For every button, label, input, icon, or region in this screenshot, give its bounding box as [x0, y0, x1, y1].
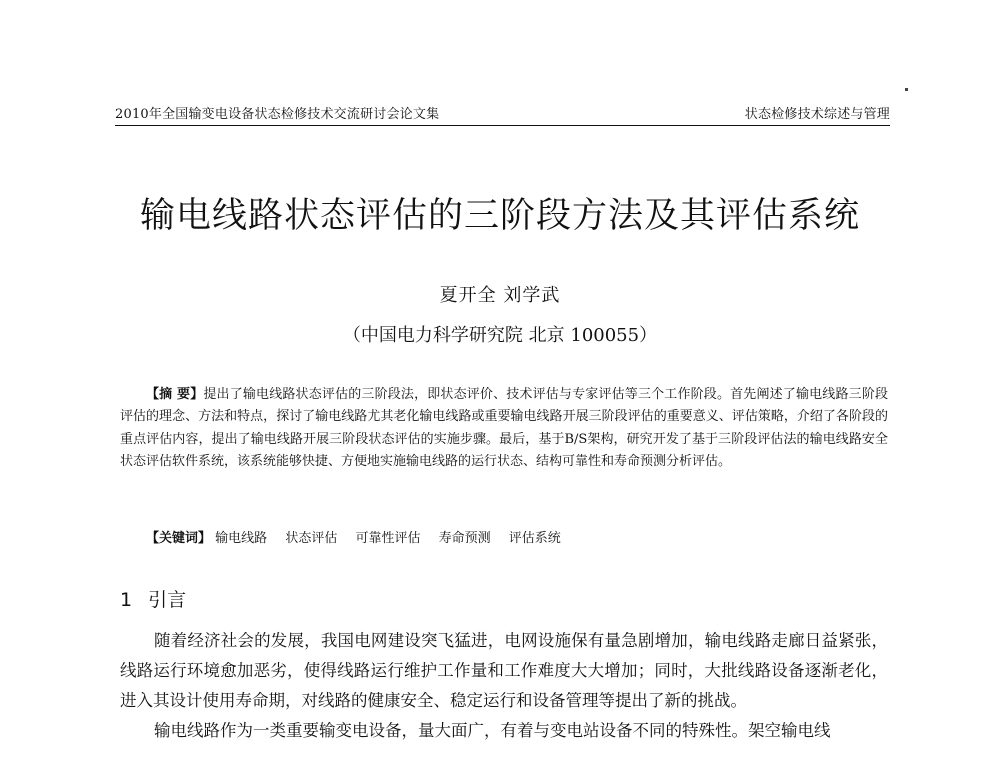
keywords — [146, 527, 886, 546]
keyword: 评估系统 — [508, 531, 561, 546]
keyword: 输电线路 — [215, 531, 268, 546]
section-heading — [120, 585, 186, 612]
body-paragraph: 输电线路作为一类重要输变电设备，量大面广，有着与变电站设备不同的特殊性。架空输电线 — [154, 721, 831, 740]
section-number: 1 — [120, 589, 133, 611]
header-section-name: 状态检修技术综述与管理 — [744, 107, 890, 122]
section-title: 引言 — [148, 589, 187, 611]
keyword: 可靠性评估 — [355, 531, 421, 546]
author-affiliation: （中国电力科学研究院 北京 100055） — [342, 325, 658, 346]
keyword: 寿命预测 — [438, 531, 491, 546]
keyword: 状态评估 — [285, 531, 338, 546]
paper-authors: 夏开全 刘学武 — [439, 285, 561, 306]
paper-title: 输电线路状态评估的三阶段方法及其评估系统 — [139, 196, 860, 236]
abstract-text: 提出了输电线路状态评估的三阶段法，即状态评价、技术评估与专家评估等三个工作阶段。首先阐述了输电线路三阶段评估的理念、方法和特点，探讨了输电线路尤其老化输电线路或重要输电线路开展三阶段评估的重要意义、评估策略，介绍了各阶段的重点评估内容，提出了输电线路开展三阶段状态评估的实施步骤。最后，基于B/S架构，研究开发了基于三阶段评估法的输电线路安全状态评估软件系统，该系统能够快捷、方便地实施输电线路的运行状态、结构可靠性和寿命预测分析评估。 — [120, 387, 888, 469]
body-text — [120, 626, 888, 746]
body-paragraph: 随着经济社会的发展，我国电网建设突飞猛进，电网设施保有量急剧增加，输电线路走廊日益紧张，线路运行环境愈加恶劣，使得线路运行维护工作量和工作难度大大增加；同时，大批线路设备逐渐老化，进入其设计使用寿命期，对线路的健康安全、稳定运行和设备管理等提出了新的挑战。 — [120, 631, 888, 710]
header-proceedings-title: 2010年全国输变电设备状态检修技术交流研讨会论文集 — [115, 107, 440, 122]
abstract-label: 【摘 要】 — [146, 387, 204, 402]
running-header — [115, 104, 890, 126]
abstract — [120, 384, 888, 473]
keywords-label: 【关键词】 — [146, 531, 212, 546]
scan-speck — [905, 88, 908, 91]
abstract-indent — [120, 387, 146, 402]
